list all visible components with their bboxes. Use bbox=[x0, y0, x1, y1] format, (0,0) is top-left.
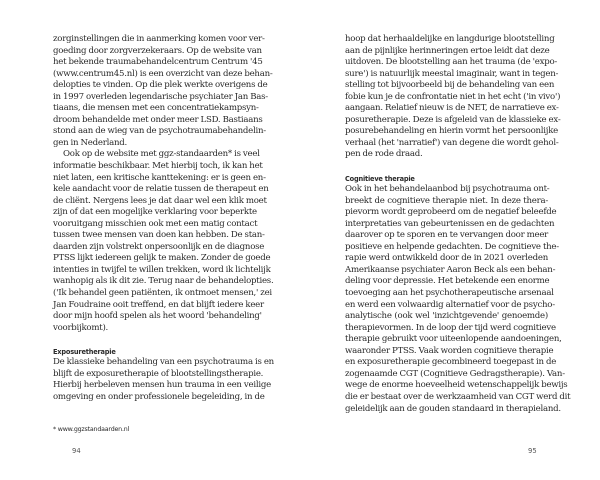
text-line: het bekende traumabehandelcentrum Centrum '45 bbox=[53, 57, 263, 68]
text-line: en werd een volwaardig alternatief voor de psycho- bbox=[345, 299, 555, 310]
text-line: wege de enorme hoeveelheid wetenschappelijk bewijs bbox=[345, 380, 568, 391]
text-line: De klassieke behandeling van een psychotrauma is en bbox=[53, 357, 274, 368]
text-line: aan de pijnlijke herinneringen ertoe leidt dat deze bbox=[345, 45, 550, 56]
text-line: intenties in twijfel te willen trekken, word ik lichtelijk bbox=[53, 264, 271, 275]
right-page bbox=[300, 0, 600, 480]
text-line: die er bestaat over de werkzaamheid van CGT werd dit bbox=[345, 391, 571, 402]
text-line: sure') is natuurlijk meestal imaginair, want in tegen- bbox=[345, 68, 559, 79]
text-line: posurebehandeling en hierin vormt het persoonlijke bbox=[345, 126, 559, 137]
text-line: hoop dat herhaaldelijke en langdurige blootstelling bbox=[345, 34, 555, 44]
text-line: waaronder PTSS. Vaak worden cognitieve therapie bbox=[345, 345, 554, 356]
text-line: toevoeging aan het psychotherapeutische arsenaal bbox=[345, 288, 554, 299]
text-line: therapie gebruikt voor uiteenlopende aandoeningen, bbox=[345, 334, 562, 345]
text-line: Hierbij herbeleven mensen hun trauma in een veilige bbox=[53, 380, 271, 391]
text-line: goeding door zorgverzekeraars. Op de website van bbox=[53, 45, 262, 56]
paragraph-cognitieve-therapie bbox=[345, 184, 571, 415]
text-line: daarden zijn volstrekt onpersoonlijk en de diagnose bbox=[53, 241, 265, 252]
text-line: voorbijkomt). bbox=[53, 322, 109, 333]
text-line: (www.centrum45.nl) is een overzicht van deze behan- bbox=[53, 68, 273, 79]
text-line: daarover op te sporen en te vervangen door meer bbox=[345, 230, 549, 241]
paragraph-exposure-continued bbox=[345, 34, 561, 161]
text-line: aangaan. Relatief nieuw is de NET, de narratieve ex- bbox=[345, 103, 559, 114]
text-line: interpretaties van gebeurtenissen en de gedachten bbox=[345, 218, 555, 229]
right-page-body bbox=[345, 34, 571, 415]
paragraph-exposuretherapie bbox=[53, 357, 274, 403]
text-line: de cliënt. Nergens lees je dat daar wel een klik moet bbox=[53, 195, 267, 206]
paragraph-ggz-standaarden bbox=[53, 149, 274, 334]
text-line: tussen twee mensen van doen kan hebben. De stan- bbox=[53, 230, 265, 241]
text-line: posuretherapie. Deze is afgeleid van de klassieke ex- bbox=[345, 114, 561, 125]
text-line: gen in Nederland. bbox=[53, 137, 127, 148]
text-line: pievorm wordt geprobeerd om de negatief beleefde bbox=[345, 207, 557, 218]
page-number: 94 bbox=[72, 447, 81, 455]
text-line: geleidelijk aan de gouden standaard in therapieland. bbox=[345, 403, 561, 414]
text-line: rapie werd ontwikkeld door de in 2021 overleden bbox=[345, 253, 548, 264]
text-line: wanhopig als ik dit zie. Terug naar de behandelopties. bbox=[53, 276, 274, 287]
text-line: pen de rode draad. bbox=[345, 149, 423, 160]
text-line: positieve en helpende gedachten. De cognitieve the- bbox=[345, 241, 559, 252]
text-line: Amerikaanse psychiater Aaron Beck als een behan- bbox=[345, 264, 556, 275]
text-line: fobie kun je de confrontatie niet in het echt ('in vivo') bbox=[345, 91, 561, 102]
page-number: 95 bbox=[528, 447, 537, 455]
text-line: uitdoven. De blootstelling aan het trauma (de 'expo- bbox=[345, 57, 558, 68]
text-line: stond aan de wieg van de psychotraumabehandelin- bbox=[53, 126, 266, 137]
left-page-body bbox=[53, 34, 274, 404]
text-line: vooruitgang misschien ook met een matig contact bbox=[53, 218, 258, 229]
footnote: * www.ggzstandaarden.nl bbox=[53, 426, 130, 433]
text-line: tiaans, die mensen met een concentratiekampsyn- bbox=[53, 103, 259, 114]
text-line: analytische (ook wel 'inzichtgevende' genoemde) bbox=[345, 311, 548, 322]
text-line: in 1997 overleden legendarische psychiater Jan Bas- bbox=[53, 91, 268, 102]
text-line: omgeving en onder professionele begeleiding, in de bbox=[53, 391, 265, 402]
text-line: en exposuretherapie gecombineerd toegepast in de bbox=[345, 357, 557, 368]
text-line: verhaal (het 'narratief') van degene die wordt gehol- bbox=[345, 137, 559, 148]
text-line: Jan Foudraine ooit treffend, en dat blijft iedere keer bbox=[53, 299, 264, 310]
text-line: delopties te vinden. Op die plek werkte overigens de bbox=[53, 80, 268, 91]
text-line: PTSS lijkt iedereen gelijk te maken. Zonder de goede bbox=[53, 253, 271, 264]
text-line: breekt de cognitieve therapie niet. In deze thera- bbox=[345, 195, 548, 206]
text-line: niet laten, een kritische kanttekening: er is geen en- bbox=[53, 172, 266, 183]
text-line: therapievormen. In de loop der tijd werd cognitieve bbox=[345, 322, 556, 333]
text-line: zorginstellingen die in aanmerking komen voor ver- bbox=[53, 34, 265, 44]
paragraph-centrum45 bbox=[53, 34, 273, 149]
section-heading-cognitieve-therapie: Cognitieve therapie bbox=[345, 174, 415, 183]
text-line: Ook in het behandelaanbod bij psychotrauma ont- bbox=[345, 184, 550, 195]
text-line: deling voor depressie. Het betekende een enorme bbox=[345, 276, 550, 287]
text-line: droom behandelde met onder meer LSD. Bastiaans bbox=[53, 114, 263, 125]
text-line: door mijn hoofd spelen als het woord 'behandeling' bbox=[53, 311, 262, 322]
text-line: zogenaamde CGT (Cognitieve Gedragstherapie). Van- bbox=[345, 368, 565, 379]
text-line: stelling tot bijvoorbeeld bij de behandeling van een bbox=[345, 80, 555, 91]
text-line: zijn of dat een mogelijke verklaring voor beperkte bbox=[53, 207, 257, 218]
section-heading-exposuretherapie: Exposuretherapie bbox=[53, 347, 116, 356]
text-line: blijft de exposuretherapie of blootstellingstherapie. bbox=[53, 368, 264, 379]
text-line: ('Ik behandel geen patiënten, ik ontmoet mensen,' zei bbox=[53, 288, 272, 299]
text-line: informatie beschikbaar. Met hierbij toch, ik kan het bbox=[53, 161, 263, 172]
text-line: kele aandacht voor de relatie tussen de therapeut en bbox=[53, 184, 269, 195]
text-line: Ook op de website met ggz-standaarden* is veel bbox=[63, 149, 260, 160]
